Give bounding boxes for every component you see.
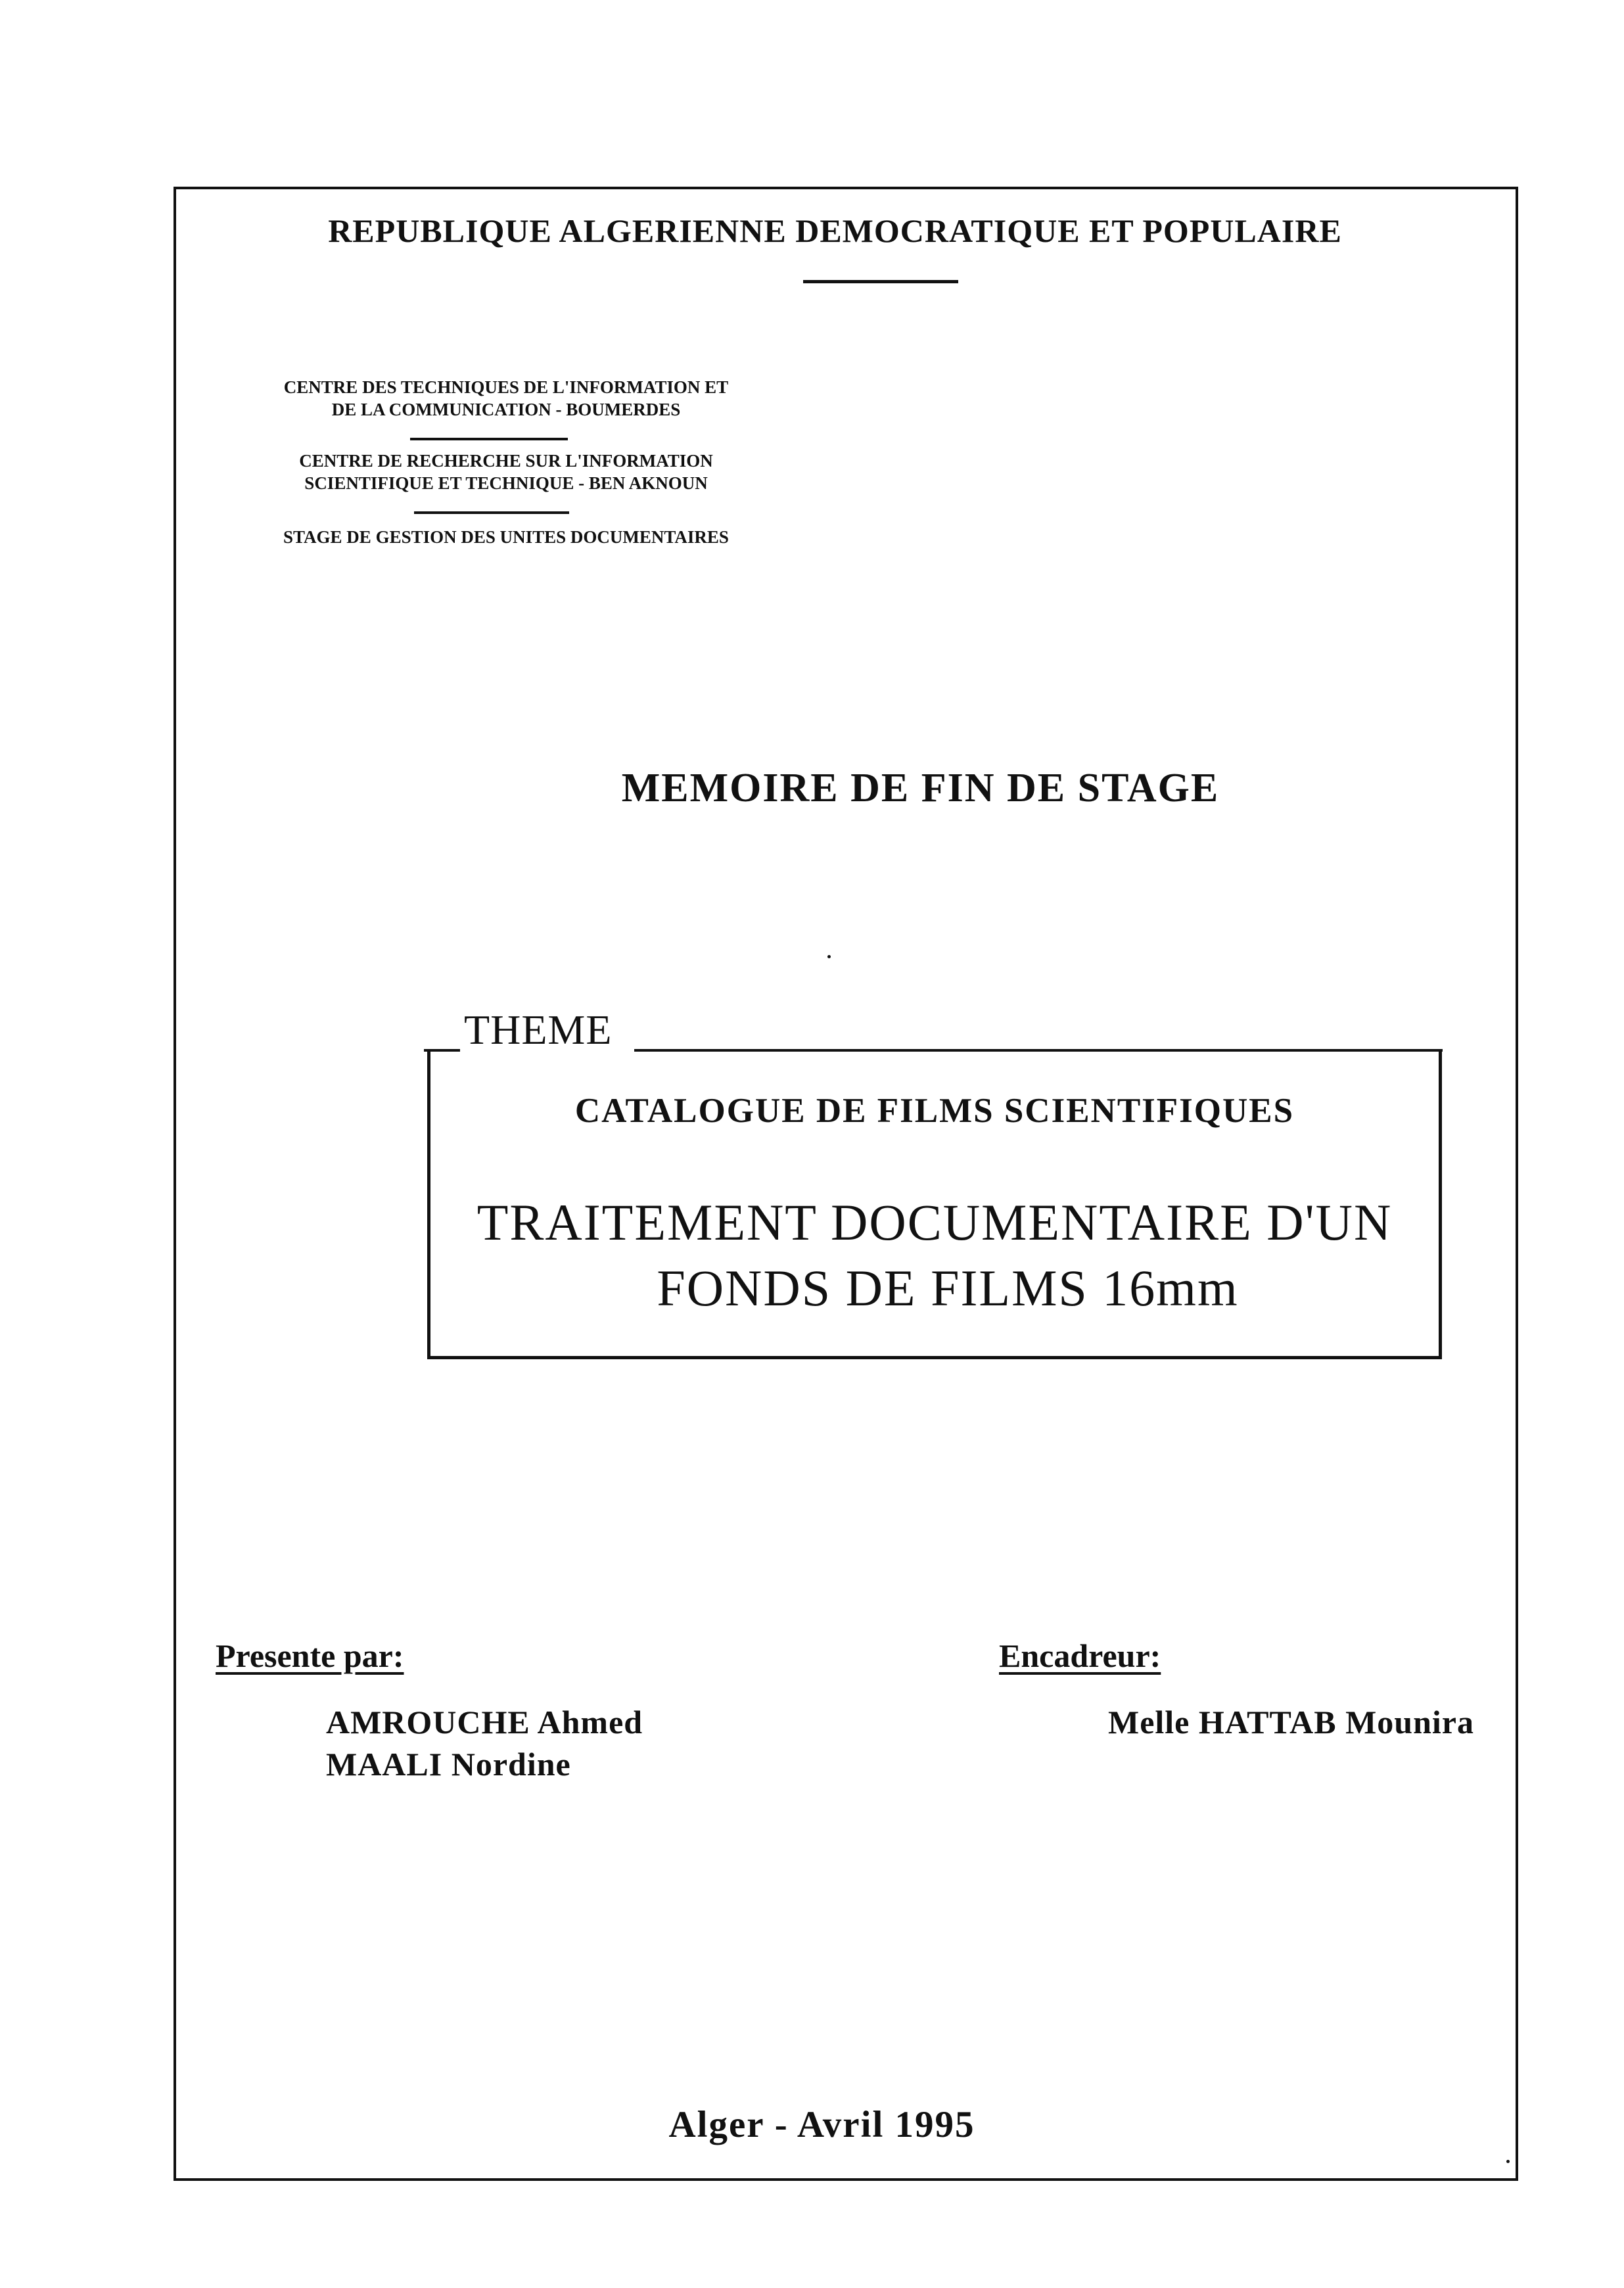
institution-cti (197, 376, 815, 421)
speck (827, 955, 831, 958)
theme-label: THEME (460, 1006, 616, 1054)
stage-name: STAGE DE GESTION DES UNITES DOCUMENTAIRES (283, 527, 729, 547)
republic-heading: REPUBLIQUE ALGERIENNE DEMOCRATIQUE ET POPULAIRE (328, 212, 1342, 249)
theme-box-top-right (634, 1049, 1443, 1052)
theme-title-line2: FONDS DE FILMS 16mm (657, 1259, 1239, 1317)
institution-divider-1 (410, 438, 568, 440)
speck-bottom (1506, 2160, 1510, 2163)
supervisor-name: Melle HATTAB Mounira (1108, 1704, 1474, 1740)
header-divider (803, 280, 958, 283)
theme-title-line1: TRAITEMENT DOCUMENTAIRE D'UN (476, 1194, 1393, 1251)
authors (326, 1701, 643, 1785)
theme-box-top-left (424, 1049, 463, 1052)
author-2: MAALI Nordine (326, 1746, 571, 1783)
institution-cerist (197, 450, 815, 494)
institution-cerist-line1: CENTRE DE RECHERCHE SUR L'INFORMATION (299, 451, 713, 471)
theme-title (427, 1190, 1442, 1321)
institution-divider-2 (414, 511, 569, 514)
supervisor-label: Encadreur: (999, 1637, 1161, 1674)
place-date: Alger - Avril 1995 (668, 2104, 975, 2145)
author-1: AMROUCHE Ahmed (326, 1704, 643, 1740)
theme-subtitle: CATALOGUE DE FILMS SCIENTIFIQUES (574, 1092, 1295, 1130)
institution-cti-line1: CENTRE DES TECHNIQUES DE L'INFORMATION ET (283, 377, 729, 397)
institution-cerist-line2: SCIENTIFIQUE ET TECHNIQUE - BEN AKNOUN (304, 473, 708, 493)
institution-cti-line2: DE LA COMMUNICATION - BOUMERDES (331, 400, 681, 419)
presented-by-label: Presente par: (216, 1637, 404, 1674)
memoire-title: MEMOIRE DE FIN DE STAGE (621, 766, 1220, 810)
